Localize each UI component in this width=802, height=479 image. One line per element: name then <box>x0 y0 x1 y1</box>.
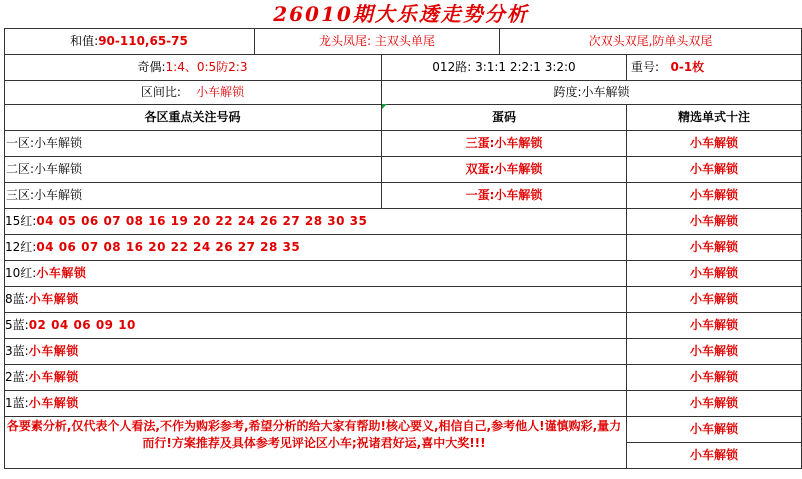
pick-cell: 小车解锁 <box>689 214 738 228</box>
egg-value: 三蛋:小车解锁 <box>465 136 543 150</box>
zone-value: 小车解锁 <box>34 162 83 176</box>
number-row <box>5 235 300 260</box>
zone-row <box>6 131 82 156</box>
odd-even-value: 1:4、0:5防2:3 <box>165 60 248 74</box>
pick-cell: 小车解锁 <box>689 240 738 254</box>
header-picks: 精选单式十注 <box>677 110 750 124</box>
sum-value: 90-110,65-75 <box>98 34 188 48</box>
sum-label: 和值: <box>70 34 99 48</box>
number-row-label: 3蓝: <box>5 344 29 358</box>
number-row-value: 02 04 06 09 10 <box>28 318 136 332</box>
number-row <box>5 209 367 234</box>
number-row-label: 8蓝: <box>5 292 29 306</box>
secondary-head-tail-value: 次双头双尾,防单头双尾 <box>588 34 713 48</box>
number-row <box>5 287 79 312</box>
number-row-value: 小车解锁 <box>28 396 79 410</box>
span-cell <box>382 81 801 104</box>
zone-ratio-cell <box>4 81 381 104</box>
number-row-label: 15红: <box>5 214 37 228</box>
repeat-value: 0-1枚 <box>670 60 705 74</box>
pick-cell: 小车解锁 <box>689 448 738 462</box>
header-egg-numbers: 蛋码 <box>491 110 516 124</box>
zone-label: 一区: <box>6 136 35 150</box>
number-row <box>5 365 79 390</box>
number-row-value: 04 06 07 08 16 20 22 24 26 27 28 35 <box>36 240 301 254</box>
secondary-head-tail-cell <box>500 29 801 54</box>
repeat-label: 重号: <box>631 60 660 74</box>
number-row-value: 小车解锁 <box>28 370 79 384</box>
zone-ratio-value: 小车解锁 <box>196 85 245 99</box>
route-label: 012路: <box>432 60 472 74</box>
pick-cell: 小车解锁 <box>689 292 738 306</box>
zone-label: 二区: <box>6 162 35 176</box>
pick-cell: 小车解锁 <box>689 136 738 150</box>
pick-cell: 小车解锁 <box>689 396 738 410</box>
number-row <box>5 261 86 286</box>
sum-cell <box>4 29 254 54</box>
disclaimer-text: 各要素分析,仅代表个人看法,不作为购彩参考,希望分析的给大家有帮助!核心要义,相信自己,参考他人!谨慎购彩,量力而行!方案推荐及具体参考见评论区小车;祝诸君好运,喜中大奖!!! <box>6 419 622 450</box>
odd-even-cell <box>4 55 381 80</box>
header-key-numbers: 各区重点关注号码 <box>144 110 241 124</box>
span-value: 小车解锁 <box>581 85 630 99</box>
pick-cell: 小车解锁 <box>689 188 738 202</box>
number-row-value: 小车解锁 <box>28 292 79 306</box>
pick-cell: 小车解锁 <box>689 422 738 436</box>
number-row <box>5 313 136 338</box>
number-row-label: 2蓝: <box>5 370 29 384</box>
odd-even-label: 奇偶: <box>137 60 166 74</box>
number-row-value: 小车解锁 <box>28 344 79 358</box>
pick-cell: 小车解锁 <box>689 266 738 280</box>
pick-cell: 小车解锁 <box>689 162 738 176</box>
number-row-label: 5蓝: <box>5 318 29 332</box>
head-tail-label: 龙头凤尾: <box>319 34 372 48</box>
head-tail-cell <box>255 29 499 54</box>
pick-cell: 小车解锁 <box>689 318 738 332</box>
page-title: 26010期大乐透走势分析 <box>273 2 529 26</box>
number-row-value: 小车解锁 <box>36 266 87 280</box>
zone-ratio-label: 区间比: <box>140 85 181 99</box>
number-row-label: 1蓝: <box>5 396 29 410</box>
pick-cell: 小车解锁 <box>689 370 738 384</box>
number-row-value: 04 05 06 07 08 16 19 20 22 24 26 27 28 30 35 <box>36 214 368 228</box>
egg-value: 双蛋:小车解锁 <box>465 162 543 176</box>
repeat-cell <box>627 55 801 80</box>
zone-value: 小车解锁 <box>34 136 83 150</box>
route-value: 3:1:1 2:2:1 3:2:0 <box>475 60 576 74</box>
zone-row <box>6 183 82 208</box>
zone-row <box>6 157 82 182</box>
zone-label: 三区: <box>6 188 35 202</box>
pick-cell: 小车解锁 <box>689 344 738 358</box>
zone-value: 小车解锁 <box>34 188 83 202</box>
grid-line <box>4 468 802 469</box>
number-row-label: 10红: <box>5 266 37 280</box>
span-label: 跨度: <box>553 85 582 99</box>
number-row <box>5 339 79 364</box>
route-cell <box>382 55 626 80</box>
number-row-label: 12红: <box>5 240 37 254</box>
number-row <box>5 391 79 416</box>
egg-value: 一蛋:小车解锁 <box>465 188 543 202</box>
head-tail-value: 主双头单尾 <box>374 34 435 48</box>
